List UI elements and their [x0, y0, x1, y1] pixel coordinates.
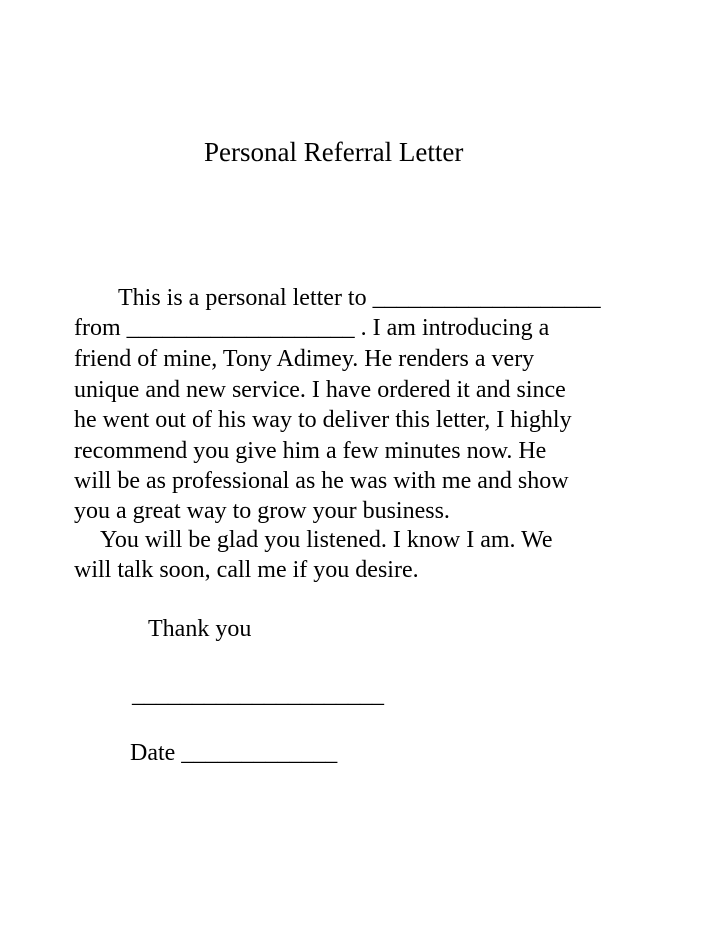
letter-title: Personal Referral Letter: [204, 137, 464, 167]
body-line-10: will talk soon, call me if you desire.: [74, 557, 419, 583]
date-line: Date _____________: [130, 740, 338, 766]
body-line-3: friend of mine, Tony Adimey. He renders a very: [74, 346, 535, 372]
body-line-6: recommend you give him a few minutes now. He: [74, 438, 547, 464]
body-line-2: from ___________________ . I am introducing a: [74, 315, 550, 341]
signature-line: _____________________: [132, 682, 384, 708]
closing-text: Thank you: [148, 616, 252, 642]
body-line-5: he went out of his way to deliver this letter, I highly: [74, 407, 572, 433]
body-line-8: you a great way to grow your business.: [74, 498, 450, 524]
body-line-1: This is a personal letter to ___________________: [118, 285, 601, 311]
body-line-7: will be as professional as he was with me and show: [74, 468, 569, 494]
body-line-4: unique and new service. I have ordered it and since: [74, 377, 566, 403]
body-line-9: You will be glad you listened. I know I am. We: [100, 527, 553, 553]
